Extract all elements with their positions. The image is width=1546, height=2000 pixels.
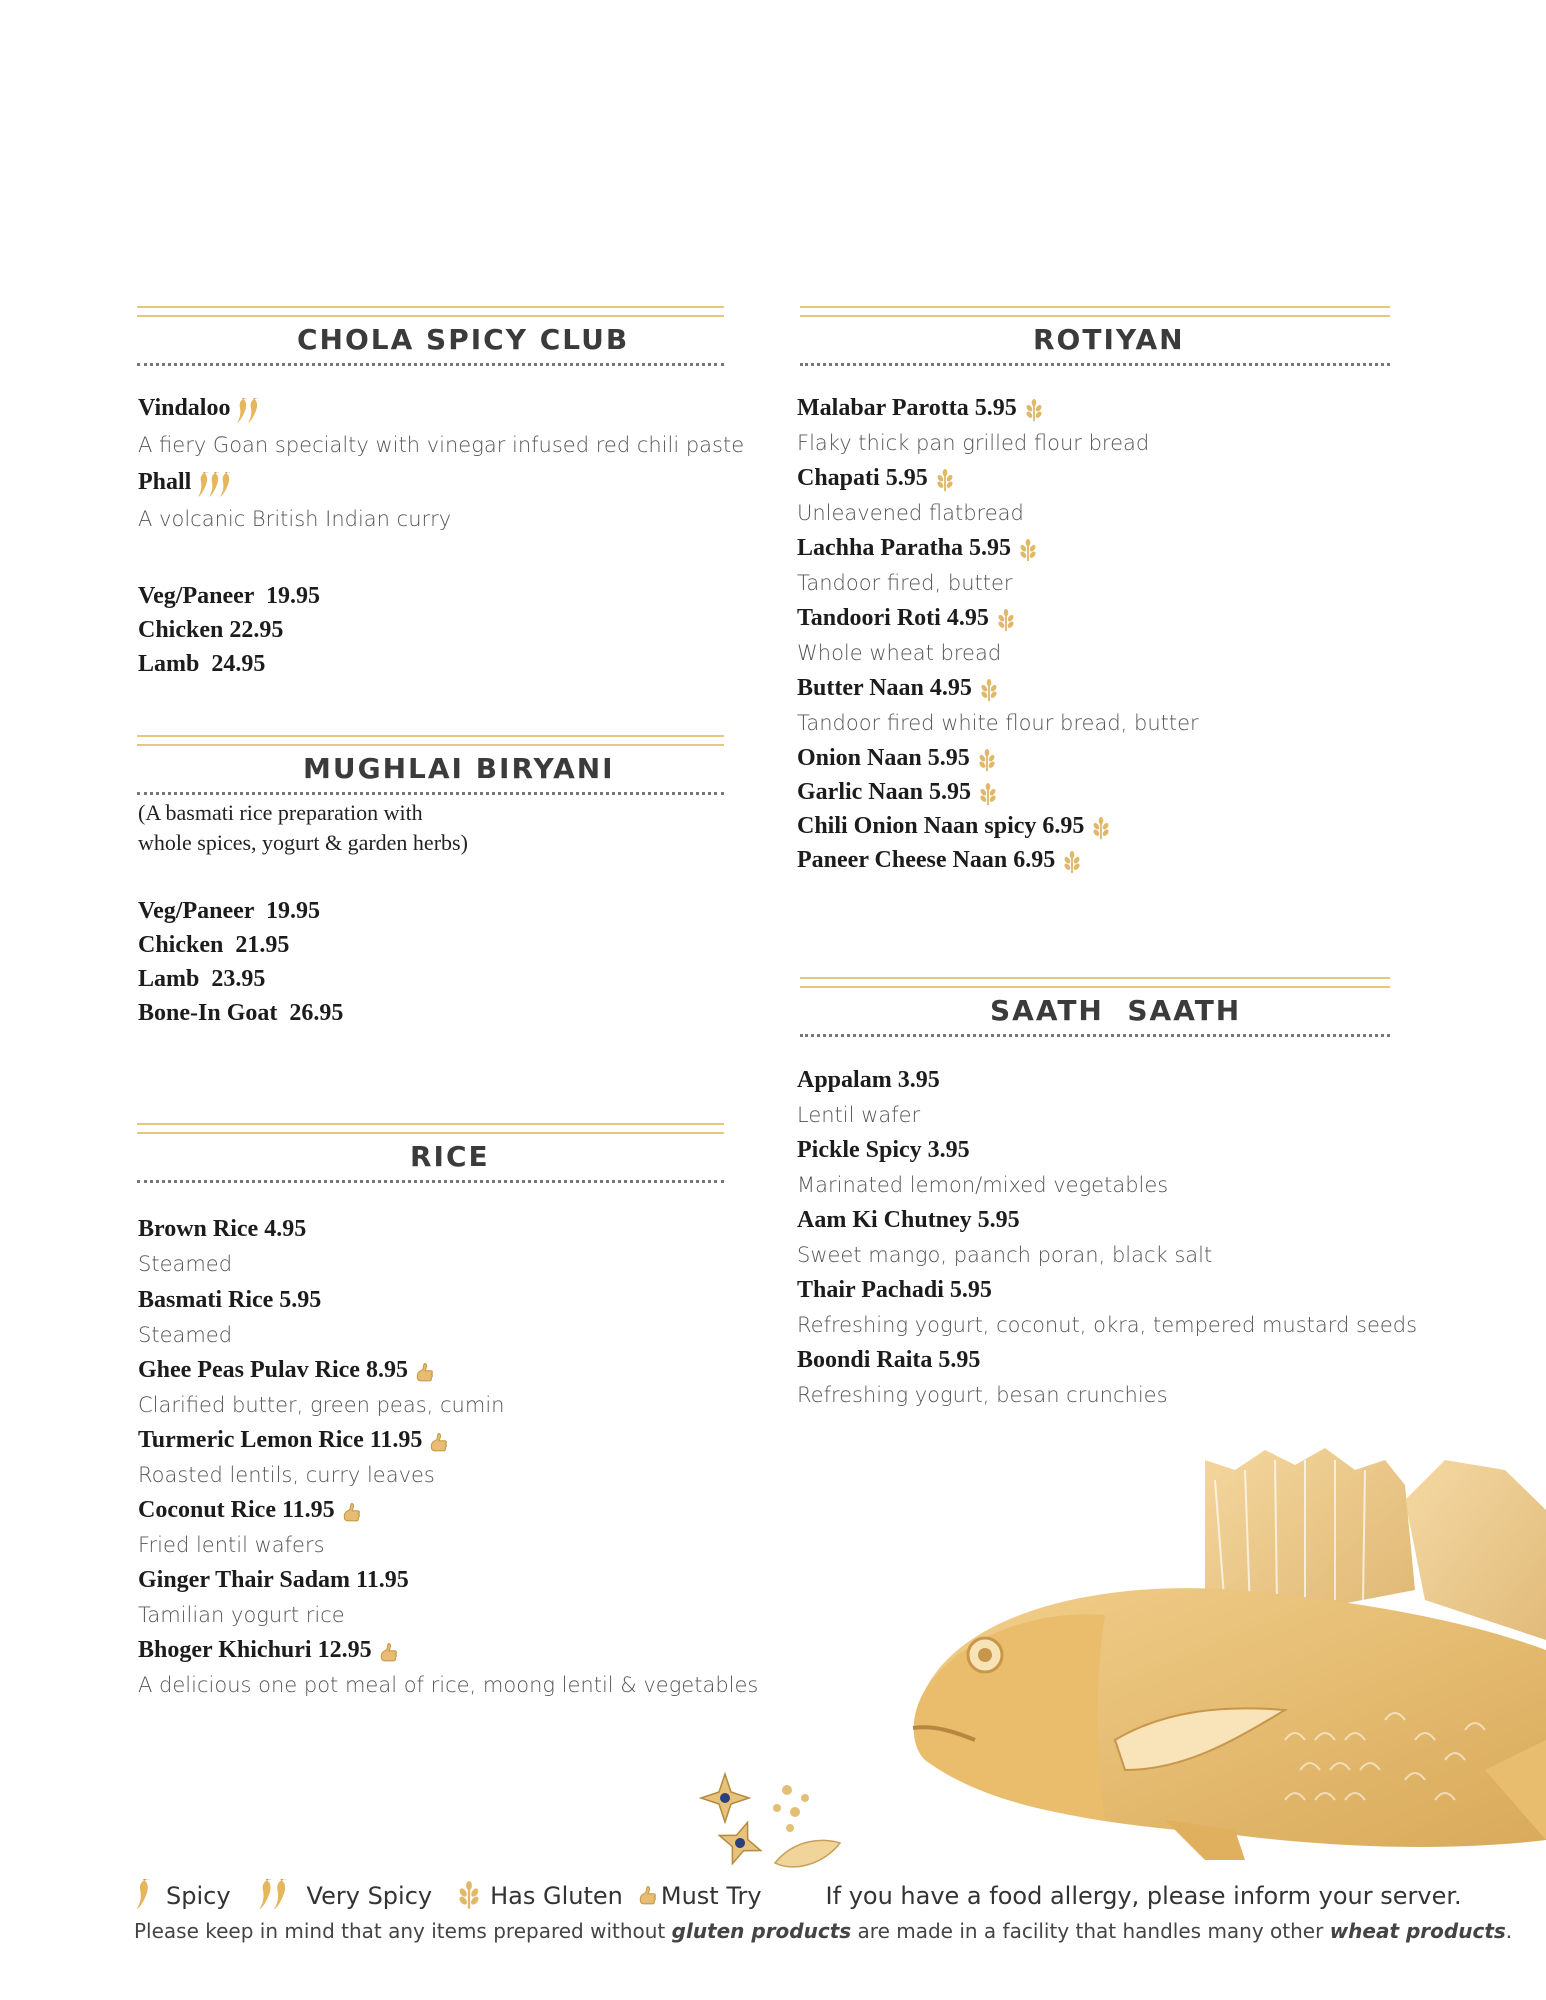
menu-item xyxy=(138,1353,758,1387)
gluten-icon xyxy=(1023,399,1045,423)
item-name: Tandoori Roti 4.95 xyxy=(797,605,989,631)
disclaimer-text: Please keep in mind that any items prepared without xyxy=(134,1919,672,1943)
item-name: Turmeric Lemon Rice 11.95 xyxy=(138,1427,423,1453)
price-line: Chicken 21.95 xyxy=(138,932,290,958)
item-description: Steamed xyxy=(138,1323,233,1347)
gluten-icon xyxy=(995,609,1017,633)
dotted-divider xyxy=(137,1180,724,1183)
item-description: Fried lentil wafers xyxy=(138,1533,325,1557)
menu-item xyxy=(797,671,1199,705)
must-try-icon xyxy=(414,1363,434,1383)
spicy-icon xyxy=(134,1879,154,1913)
price-line: Bone-In Goat 26.95 xyxy=(138,1000,344,1026)
gluten-icon xyxy=(976,749,998,773)
item-name: Phall xyxy=(138,469,192,495)
disclaimer-bold: wheat products xyxy=(1329,1919,1506,1943)
biryani-note: (A basmati rice preparation with xyxy=(138,800,423,825)
must-try-icon xyxy=(341,1503,361,1523)
dotted-divider xyxy=(137,792,724,795)
item-description: A fiery Goan specialty with vinegar infused red chili paste xyxy=(138,433,745,457)
item-name: Ghee Peas Pulav Rice 8.95 xyxy=(138,1357,408,1383)
gluten-icon xyxy=(1017,539,1039,563)
disclaimer-text: . xyxy=(1505,1919,1513,1943)
item-description: Whole wheat bread xyxy=(797,641,1002,665)
saath-items xyxy=(797,1063,1417,1413)
item-name: Ginger Thair Sadam 11.95 xyxy=(138,1567,409,1593)
biryani-note: whole spices, yogurt & garden herbs) xyxy=(138,830,468,855)
rotiyan-items xyxy=(797,391,1199,877)
legend-has-gluten: Has Gluten xyxy=(490,1882,623,1910)
price-line: Veg/Paneer 19.95 xyxy=(138,583,320,609)
menu-item xyxy=(797,809,1199,843)
item-description: Tandoor fired, butter xyxy=(797,571,1013,595)
menu-item xyxy=(138,465,744,501)
disclaimer-bold: gluten products xyxy=(671,1919,852,1943)
item-name: Malabar Parotta 5.95 xyxy=(797,395,1017,421)
section-title: SAATH SAATH xyxy=(990,994,1242,1027)
item-description: A delicious one pot meal of rice, moong lentil & vegetables xyxy=(138,1673,759,1697)
item-name: Brown Rice 4.95 xyxy=(138,1216,307,1242)
menu-item xyxy=(138,1493,758,1527)
legend-very-spicy: Very Spicy xyxy=(306,1882,433,1910)
item-description: Unleavened flatbread xyxy=(797,501,1024,525)
legend-spicy: Spicy xyxy=(166,1882,231,1910)
section-rotiyan xyxy=(800,306,1390,366)
item-name: Paneer Cheese Naan 6.95 xyxy=(797,847,1056,873)
gluten-disclaimer xyxy=(134,1919,1512,1943)
item-description: Clarified butter, green peas, cumin xyxy=(138,1393,505,1417)
item-description: Sweet mango, paanch poran, black salt xyxy=(797,1243,1213,1267)
extra-spicy-icon xyxy=(197,472,233,498)
gold-rule xyxy=(800,306,1390,317)
price-line: Lamb 23.95 xyxy=(138,966,266,992)
legend-must-try: Must Try xyxy=(660,1882,762,1910)
gold-rule xyxy=(137,1123,724,1134)
dotted-divider xyxy=(137,363,724,366)
disclaimer-text: are made in a facility that handles many other xyxy=(851,1919,1330,1943)
menu-item xyxy=(797,775,1199,809)
item-description: Refreshing yogurt, besan crunchies xyxy=(797,1383,1168,1407)
section-title: ROTIYAN xyxy=(1033,323,1185,356)
menu-item xyxy=(138,391,744,427)
item-name: Boondi Raita 5.95 xyxy=(797,1347,981,1373)
very-spicy-icon xyxy=(236,398,262,424)
section-chola-spicy-club xyxy=(137,306,724,366)
gold-rule xyxy=(137,735,724,746)
item-description: Lentil wafer xyxy=(797,1103,921,1127)
price-line: Chicken 22.95 xyxy=(138,617,284,643)
item-description: Roasted lentils, curry leaves xyxy=(138,1463,435,1487)
item-description: A volcanic British Indian curry xyxy=(138,507,452,531)
item-description: Tandoor fired white flour bread, butter xyxy=(797,711,1199,735)
item-name: Aam Ki Chutney 5.95 xyxy=(797,1207,1020,1233)
menu-item xyxy=(797,461,1199,495)
section-title: MUGHLAI BIRYANI xyxy=(303,752,615,785)
menu-item xyxy=(138,1633,758,1667)
gold-rule xyxy=(137,306,724,317)
section-rice xyxy=(137,1123,724,1183)
fish-illustration xyxy=(905,1440,1546,1860)
price-line: Lamb 24.95 xyxy=(138,651,266,677)
item-description: Steamed xyxy=(138,1252,233,1276)
dotted-divider xyxy=(800,1034,1390,1037)
item-description: Flaky thick pan grilled flour bread xyxy=(797,431,1150,455)
item-name: Butter Naan 4.95 xyxy=(797,675,972,701)
item-description: Refreshing yogurt, coconut, okra, tempered mustard seeds xyxy=(797,1313,1418,1337)
spices-decoration xyxy=(695,1768,845,1878)
rice-items xyxy=(138,1212,758,1703)
menu-item xyxy=(797,531,1199,565)
must-try-icon xyxy=(378,1643,398,1663)
menu-item xyxy=(797,741,1199,775)
allergy-notice: If you have a food allergy, please inform your server. xyxy=(825,1882,1462,1910)
gluten-icon xyxy=(978,679,1000,703)
gluten-icon xyxy=(934,469,956,493)
price-line: Veg/Paneer 19.95 xyxy=(138,898,320,924)
section-title: RICE xyxy=(410,1140,490,1173)
item-name: Garlic Naan 5.95 xyxy=(797,779,971,805)
item-name: Thair Pachadi 5.95 xyxy=(797,1277,992,1303)
item-name: Coconut Rice 11.95 xyxy=(138,1497,335,1523)
item-name: Chapati 5.95 xyxy=(797,465,928,491)
gluten-icon xyxy=(977,783,999,807)
gluten-icon xyxy=(1090,817,1112,841)
item-name: Basmati Rice 5.95 xyxy=(138,1287,322,1313)
item-description: Tamilian yogurt rice xyxy=(138,1603,345,1627)
legend xyxy=(134,1876,1462,1916)
gold-rule xyxy=(800,977,1390,988)
section-title: CHOLA SPICY CLUB xyxy=(297,323,630,356)
item-name: Bhoger Khichuri 12.95 xyxy=(138,1637,372,1663)
menu-item xyxy=(138,1423,758,1457)
item-name: Vindaloo xyxy=(138,395,231,421)
item-name: Onion Naan 5.95 xyxy=(797,745,970,771)
dotted-divider xyxy=(800,363,1390,366)
section-saath-saath xyxy=(800,977,1390,1037)
must-try-icon xyxy=(637,1885,657,1907)
gluten-icon xyxy=(454,1881,484,1911)
gluten-icon xyxy=(1061,851,1083,875)
menu-item xyxy=(797,601,1199,635)
menu-item xyxy=(797,391,1199,425)
menu-item xyxy=(797,843,1199,877)
item-name: Lachha Paratha 5.95 xyxy=(797,535,1012,561)
very-spicy-icon xyxy=(253,1879,295,1913)
item-name: Pickle Spicy 3.95 xyxy=(797,1137,970,1163)
item-name: Appalam 3.95 xyxy=(797,1067,940,1093)
item-description: Marinated lemon/mixed vegetables xyxy=(797,1173,1169,1197)
must-try-icon xyxy=(428,1433,448,1453)
item-name: Chili Onion Naan spicy 6.95 xyxy=(797,813,1085,839)
section-mughlai-biryani xyxy=(137,735,724,795)
biryani-items xyxy=(138,798,468,1030)
chola-items xyxy=(138,391,744,681)
